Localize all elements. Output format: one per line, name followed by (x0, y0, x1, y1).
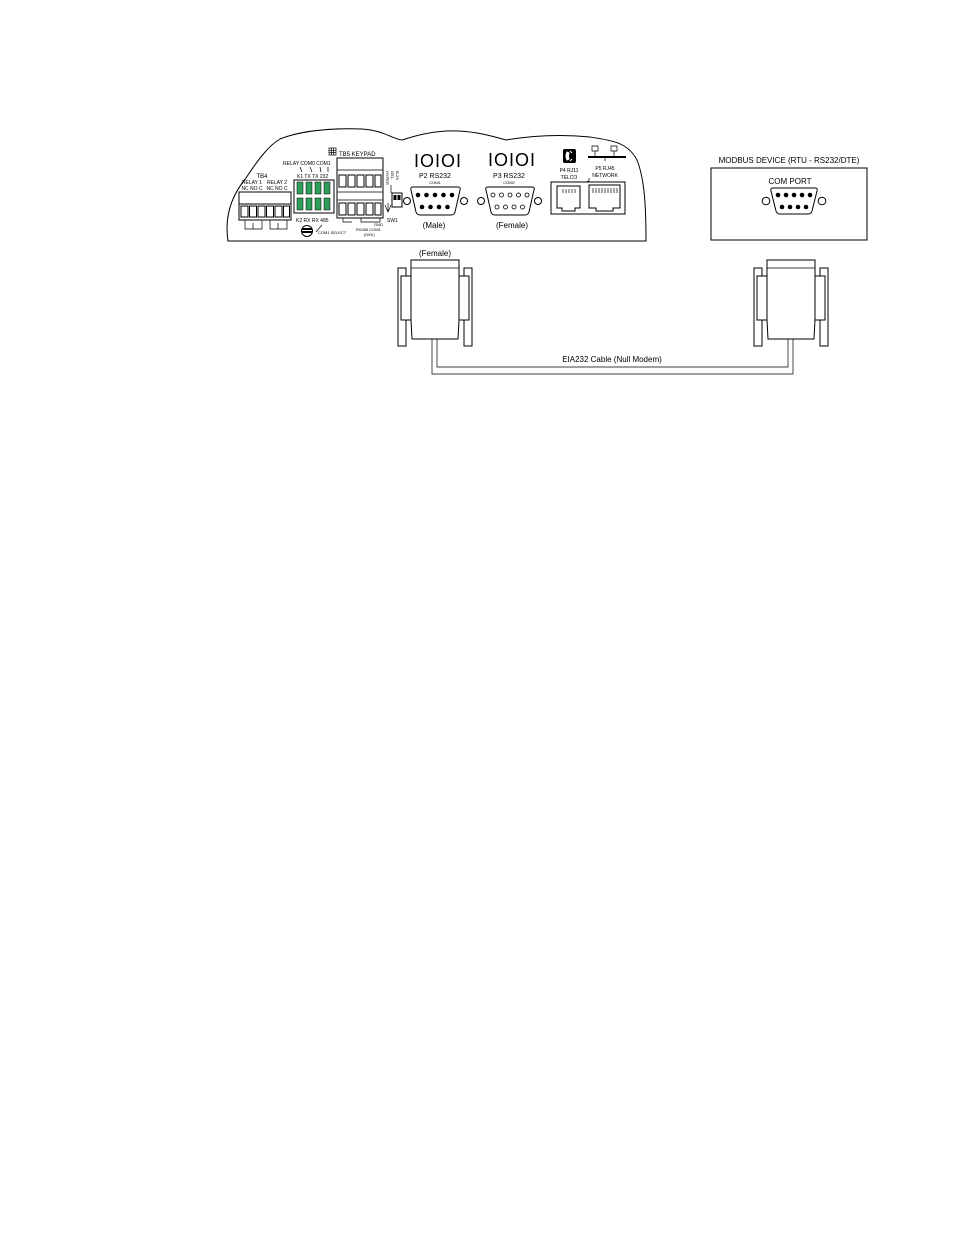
sw1-toggle (398, 195, 401, 200)
com-port-db9[interactable] (771, 188, 818, 214)
tb4-screw (250, 206, 257, 217)
p2-serial-symbol: IOIOI (414, 151, 463, 171)
modbus-device (711, 156, 867, 240)
p3-sub-label: COM2 (503, 180, 515, 185)
sw1-arrow (385, 185, 391, 212)
relay-com-header: RELAY COM0 COM1 (283, 161, 331, 167)
p2-pin (420, 205, 425, 210)
p2-pin (424, 193, 429, 198)
tb4-screw (258, 206, 265, 217)
rs485-screw (339, 203, 346, 215)
rj45-jack[interactable] (589, 185, 620, 211)
com-port-screw (762, 197, 770, 205)
com-port-pin (792, 193, 797, 198)
tb4-screw (284, 206, 290, 217)
com-port-label: COM PORT (768, 177, 812, 186)
k1-row-label: K1 TX TX 232 (297, 174, 329, 180)
gnd-label: GND (374, 222, 383, 227)
relay1-pins: NC NO C (241, 186, 263, 192)
com-port-pin (776, 193, 781, 198)
com-port-pin (784, 193, 789, 198)
relay-contact-lines (245, 220, 287, 229)
tb4-screw (241, 206, 248, 217)
p2-pin (445, 205, 450, 210)
modbus-device-title: MODBUS DEVICE (RTU - RS232/DTE) (718, 156, 860, 165)
relay-com-ticks (300, 167, 328, 172)
p4-sub-label: TELCO (560, 175, 578, 181)
p3-socket (525, 193, 529, 197)
telephone-icon (563, 149, 576, 163)
p2-gender-label: (Male) (422, 221, 446, 230)
relay2-label: RELAY 2 (266, 180, 288, 186)
cable-right-connector[interactable] (754, 260, 828, 346)
terminal-tx1 (315, 182, 321, 194)
com-port-pin (808, 193, 813, 198)
terminal-232 (324, 182, 330, 194)
sw1-toggle (394, 195, 397, 200)
tb4-screw (267, 206, 274, 217)
p3-socket (504, 205, 508, 209)
com-port-screw (818, 197, 826, 205)
com-port-pin (804, 205, 809, 210)
p3-socket (508, 193, 512, 197)
com-port-pin (780, 205, 785, 210)
p3-socket (491, 193, 495, 197)
terminal-rx0 (306, 198, 312, 210)
tb5-screw (366, 175, 373, 187)
terminal-tx0 (306, 182, 312, 194)
sw-side-label-1: GEL (390, 171, 395, 180)
p4-label: P4 RJ11 (559, 168, 579, 174)
terminal-k2 (297, 198, 303, 210)
com-port-pin (800, 193, 805, 198)
keypad-icon (329, 148, 336, 155)
sw1-label: SW1 (387, 218, 398, 224)
rs485-com1-label: RS485 COM1 (356, 227, 381, 232)
p3-socket (512, 205, 516, 209)
p3-socket (517, 193, 521, 197)
p2-pin (441, 193, 446, 198)
p3-screw (478, 198, 485, 205)
p5-label: P5 RJ45 (595, 166, 615, 172)
p3-db9-female[interactable] (486, 187, 535, 215)
p3-socket (495, 205, 499, 209)
tb4-label: TB4 (256, 174, 268, 180)
com-port-pin (788, 205, 793, 210)
sw-side-label-0: HYPER (385, 171, 390, 185)
sw-side-label-2: B-2S (395, 171, 400, 180)
p3-gender-label: (Female) (495, 221, 529, 230)
rj11-jack[interactable] (557, 186, 580, 211)
terminal-485 (324, 198, 330, 210)
p3-label: P3 RS232 (493, 173, 525, 180)
p2-screw (461, 198, 468, 205)
rs485-screw (348, 203, 355, 215)
p2-pin (416, 193, 421, 198)
tb5-screw (339, 175, 346, 187)
p2-pin (428, 205, 433, 210)
tb4-header (239, 192, 291, 204)
relay2-pins: NC NO C (266, 186, 288, 192)
tb5-label: TB5 KEYPAD (339, 152, 376, 158)
relay1-label: RELAY 1 (241, 180, 263, 186)
p2-label: P2 RS232 (419, 173, 451, 180)
p2-db9-male[interactable] (411, 187, 461, 215)
cable-label: EIA232 Cable (Null Modem) (562, 355, 662, 364)
rs485-sub-label: (DIDI) (364, 232, 375, 237)
terminal-k1 (297, 182, 303, 194)
tb5-screw (357, 175, 364, 187)
network-icon (588, 146, 626, 161)
com1-select-label: COM1 SELECT (318, 230, 347, 235)
com-port-pin (796, 205, 801, 210)
p2-pin (433, 193, 438, 198)
cable-left-end-label: (Female) (418, 249, 452, 258)
p2-screw (404, 198, 411, 205)
p2-pin (450, 193, 455, 198)
null-modem-cable (398, 249, 828, 374)
rs485-screw (366, 203, 373, 215)
tb4-screw (275, 206, 282, 217)
p3-screw (535, 198, 542, 205)
p3-serial-symbol: IOIOI (488, 150, 537, 170)
p2-sub-label: COM1 (429, 180, 441, 185)
p3-socket (500, 193, 504, 197)
p2-pin (437, 205, 442, 210)
tb5-screw (348, 175, 355, 187)
controller-panel (227, 129, 646, 241)
tb5-screw (375, 175, 381, 187)
k2-row-label: K2 RX RX 485 (296, 218, 329, 224)
rs485-screw (375, 203, 381, 215)
rs485-screw (357, 203, 364, 215)
p5-sub-label: NETWORK (592, 173, 618, 179)
terminal-rx1 (315, 198, 321, 210)
p3-socket (521, 205, 525, 209)
cable-left-connector[interactable] (398, 260, 472, 346)
